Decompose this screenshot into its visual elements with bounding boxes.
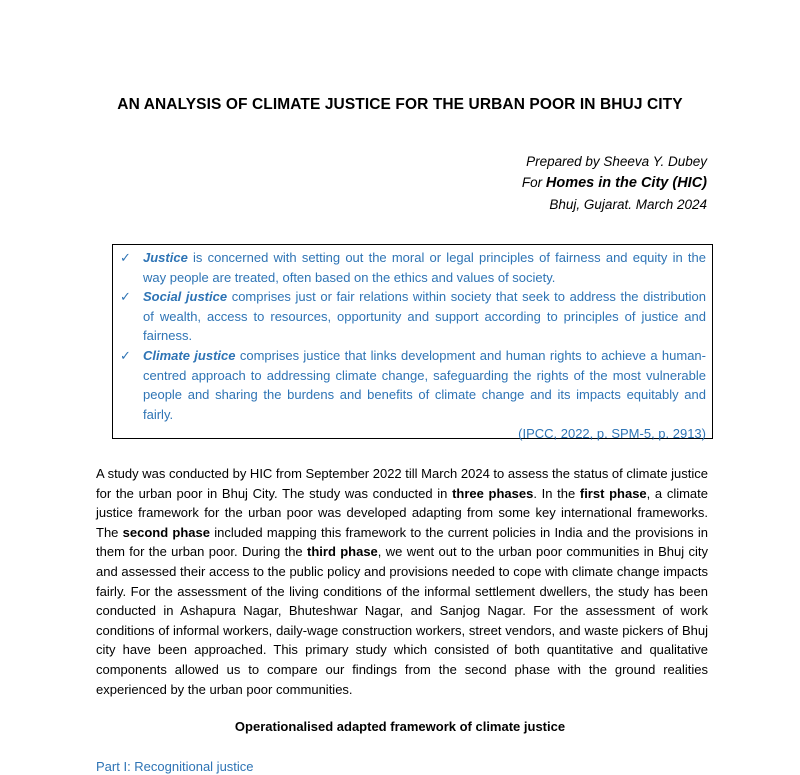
author-block (522, 151, 707, 215)
body-text: A study was conducted by HIC from September 2022 till March 2024 to assess the status of climate justice for the urban poor in Bhuj City. The study was conducted in (96, 466, 709, 501)
body-text: , a climate justice framework for the urban poor was developed adapting from some key international frameworks. The (96, 485, 708, 540)
body-bold-text: three phases (452, 485, 534, 501)
prepared-by: Prepared by Sheeva Y. Dubey (526, 154, 707, 169)
definition-term: Climate justice (143, 347, 236, 363)
organization-line (522, 172, 707, 194)
body-bold-text: second phase (122, 524, 210, 540)
body-bold-text: third phase (307, 544, 378, 560)
definition-term: Social justice (143, 289, 228, 305)
definition-item (120, 346, 706, 424)
document-title: AN ANALYSIS OF CLIMATE JUSTICE FOR THE URBAN POOR IN BHUJ CITY (117, 96, 683, 113)
definition-text: comprises justice that links development and human rights to achieve a human-centred approach to addressing climate change, safeguarding the rights of the most vulnerable people and sharing the burdens and benefits of climate change and its impacts equitably and fairly. (143, 347, 706, 422)
definition-term: Justice (143, 250, 188, 265)
part-heading: Part I: Recognitional justice (96, 759, 254, 774)
definition-text: is concerned with setting out the moral or legal principles of fairness and equity in the way people are treated, often based on the ethics and values of society. (143, 250, 706, 285)
body-text: . In the (533, 485, 580, 501)
checkmark-icon: ✓ (120, 250, 131, 265)
organization-name: Homes in the City (HIC) (545, 175, 707, 191)
checkmark-icon: ✓ (120, 289, 131, 305)
definition-item (120, 248, 706, 287)
for-prefix: For (521, 175, 543, 190)
body-bold-text: first phase (579, 485, 647, 501)
definition-text: comprises just or fair relations within society that seek to address the distribution of wealth, access to resources, opportunity and support according to principles of justice and fairness. (143, 289, 707, 344)
body-paragraph (96, 464, 708, 699)
body-text: included mapping this framework to the current policies in India and the provisions in them for the urban poor. During the (96, 524, 708, 560)
body-text: , we went out to the urban poor communities in Bhuj city and assessed their access to the public policy and provisions needed to cope with climate change impacts fairly. For the assessment of the living conditions of the informal settlement dwellers, the study has been conducted in Ashapura Nagar, Bhuteshwar Nagar, and Sanjog Nagar. For the assessment of work conditions of informal workers, daily-wage construction workers, street vendors, and waste pickers of Bhuj city have been approached. This primary study which consisted of both quantitative and qualitative components allowed us to compare our findings from the second phase with the ground realities experienced by the urban poor communities. (96, 544, 708, 697)
location-date: Bhuj, Gujarat. March 2024 (549, 197, 707, 212)
citation: (IPCC, 2022, p. SPM-5, p. 2913) (518, 426, 706, 442)
checkmark-icon: ✓ (120, 347, 131, 363)
definition-item (120, 287, 707, 346)
section-heading: Operationalised adapted framework of climate justice (234, 719, 566, 734)
definitions-box (112, 244, 713, 442)
